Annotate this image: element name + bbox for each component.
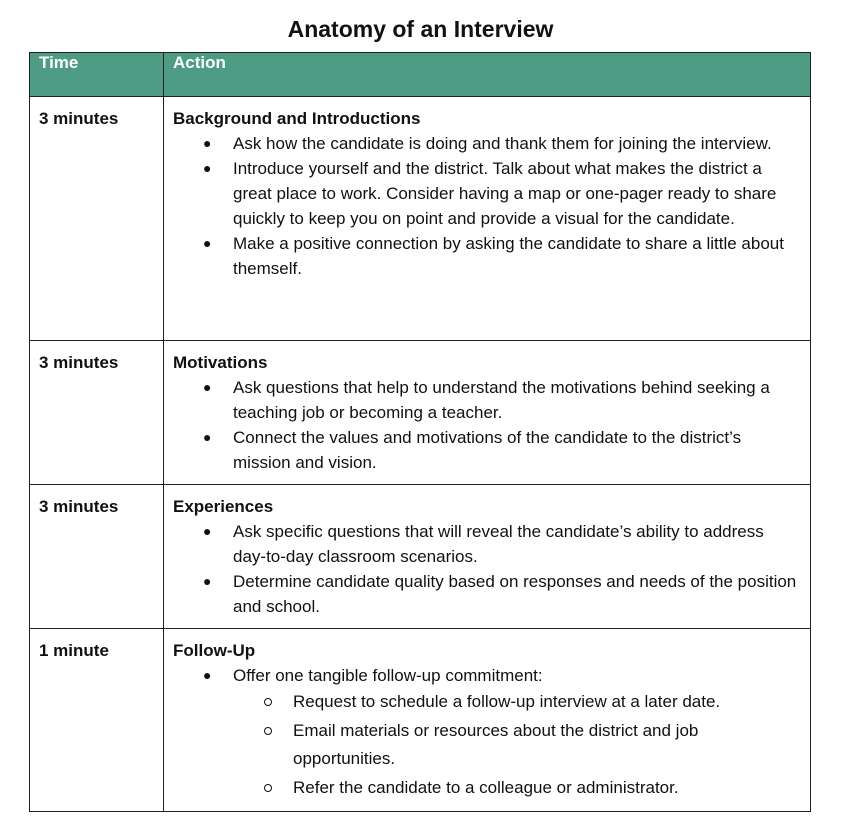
bullet-text: Ask how the candidate is doing and thank them for joining the interview. — [233, 134, 772, 153]
interview-table — [29, 52, 811, 812]
column-header-action: Action — [164, 53, 811, 97]
sub-bullet-text: Refer the candidate to a colleague or administrator. — [293, 777, 679, 797]
table-row — [30, 629, 811, 812]
section-heading: Background and Introductions — [173, 109, 421, 128]
bullet-list — [173, 375, 801, 475]
time-cell: 3 minutes — [30, 341, 164, 485]
list-item — [173, 231, 801, 281]
list-item — [173, 156, 801, 231]
section-heading: Experiences — [173, 497, 274, 516]
bullet-icon: ● — [203, 379, 212, 395]
time-cell: 1 minute — [30, 629, 164, 812]
bullet-text: Ask specific questions that will reveal the candidate’s ability to address day-to-day classroom scenarios. — [233, 522, 764, 566]
time-cell: 3 minutes — [30, 97, 164, 341]
hollow-bullet-icon — [264, 784, 272, 792]
bullet-icon: ● — [203, 573, 212, 589]
action-cell — [164, 629, 811, 812]
sub-bullet-list — [233, 688, 801, 802]
list-item — [173, 663, 801, 802]
bullet-icon: ● — [203, 429, 212, 445]
bullet-list — [173, 131, 801, 281]
column-header-time: Time — [30, 53, 164, 97]
table-header-row — [30, 53, 811, 97]
bullet-icon: ● — [203, 160, 212, 176]
action-cell — [164, 341, 811, 485]
table-row — [30, 97, 811, 341]
sub-list-item — [233, 774, 801, 803]
bullet-list — [173, 519, 801, 619]
bullet-list — [173, 663, 801, 802]
list-item — [173, 131, 801, 156]
sub-bullet-text: Request to schedule a follow-up interview at a later date. — [293, 692, 721, 711]
bullet-icon: ● — [203, 523, 212, 539]
table-row — [30, 341, 811, 485]
hollow-bullet-icon — [264, 698, 272, 706]
bullet-text: Make a positive connection by asking the candidate to share a little about themself. — [233, 234, 784, 278]
list-item — [173, 425, 801, 475]
sub-list-item — [233, 688, 801, 717]
table-row — [30, 485, 811, 629]
bullet-text: Ask questions that help to understand the motivations behind seeking a teaching job or becoming a teacher. — [233, 378, 770, 422]
time-cell: 3 minutes — [30, 485, 164, 629]
action-cell — [164, 485, 811, 629]
sub-list-item — [233, 717, 801, 774]
action-cell — [164, 97, 811, 341]
bullet-text: Offer one tangible follow-up commitment: — [233, 666, 543, 685]
bullet-text: Introduce yourself and the district. Talk about what makes the district a great place to work. Consider having a map or one-pager ready to share quickly to keep you on point and provide a visual for the candidate. — [233, 159, 777, 228]
bullet-icon: ● — [203, 135, 212, 151]
bullet-text: Determine candidate quality based on responses and needs of the position and school. — [233, 572, 797, 616]
bullet-text: Connect the values and motivations of the candidate to the district’s mission and vision. — [233, 428, 742, 472]
section-heading: Follow-Up — [173, 641, 256, 660]
bullet-icon: ● — [203, 667, 212, 683]
page-title: Anatomy of an Interview — [287, 16, 554, 42]
list-item — [173, 375, 801, 425]
hollow-bullet-icon — [264, 727, 272, 735]
sub-bullet-text: Email materials or resources about the district and job opportunities. — [293, 720, 699, 768]
section-heading: Motivations — [173, 353, 268, 372]
list-item — [173, 519, 801, 569]
bullet-icon: ● — [203, 235, 212, 251]
list-item — [173, 569, 801, 619]
